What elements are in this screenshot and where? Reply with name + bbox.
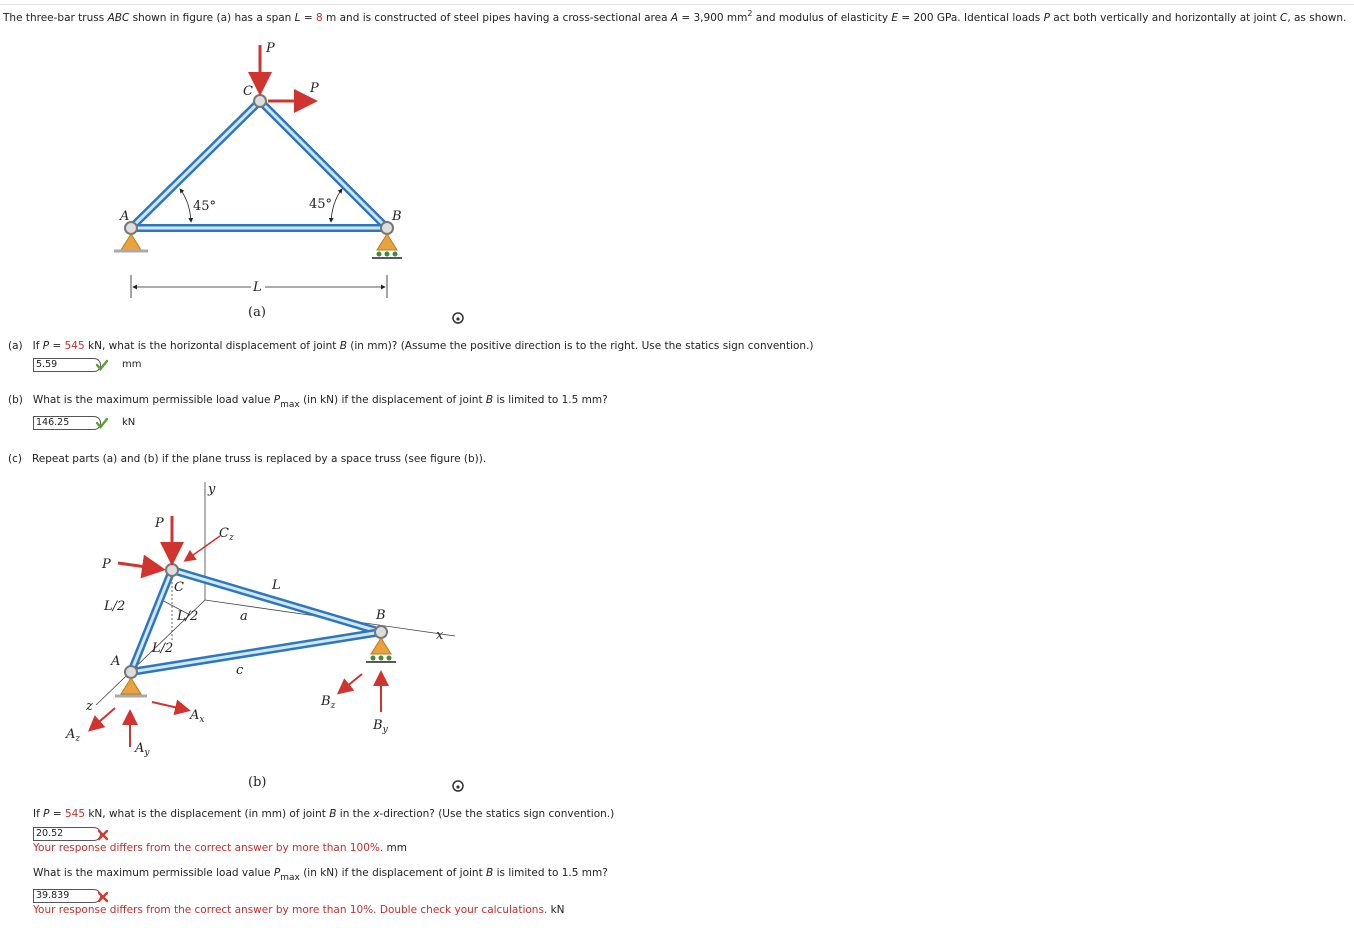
question-text: is limited to 1.5 mm? xyxy=(493,394,608,406)
label-ax: $A_x$ xyxy=(190,708,205,725)
question-text: (in mm)? (Assume the positive direction is to the right. Use the statics sign convention.) xyxy=(346,340,814,352)
question-var: B xyxy=(486,867,494,879)
answer-field-a[interactable]: 5.59 xyxy=(33,358,94,372)
question-var: B xyxy=(485,394,494,406)
question-text: (in kN) if the displacement of joint xyxy=(299,867,487,879)
unit-label-b: kN xyxy=(122,417,136,428)
figure-b-caption: (b) xyxy=(248,775,267,790)
joint-c xyxy=(254,95,266,107)
label-c-point: c xyxy=(236,663,244,678)
question-text: What is the maximum permissible load value xyxy=(32,394,274,406)
span-label: L xyxy=(253,280,262,295)
label-axis-y: y xyxy=(208,482,216,497)
reaction-ax-arrow xyxy=(152,702,187,710)
angle-label-right: 45° xyxy=(309,197,333,212)
error-message: Your response differs from the correct answer by more than 10%. Double check your calculations. xyxy=(33,904,548,916)
question-label: (a) xyxy=(8,340,23,352)
roller-wheels-icon xyxy=(372,252,402,259)
label-by: $B_y$ xyxy=(373,718,388,735)
joint-b-3d xyxy=(375,626,387,638)
intro-var: ABC xyxy=(107,12,130,24)
reaction-cz-arrow xyxy=(186,536,220,560)
label-b-3d: B xyxy=(376,608,386,623)
intro-text: The three-bar truss xyxy=(3,12,108,24)
horizontal-load-arrow-3d xyxy=(118,563,160,569)
question-var: x xyxy=(373,808,380,820)
label-l2-left: L/2 xyxy=(104,599,126,614)
x-icon xyxy=(96,828,110,842)
label-cz: $C_z$ xyxy=(219,526,234,543)
error-message: Your response differs from the correct answer by more than 100%. xyxy=(33,842,384,854)
question-c2 xyxy=(33,867,608,883)
figure-a-plane-truss xyxy=(0,30,480,330)
question-subscript: max xyxy=(280,873,300,883)
intro-exponent: 2 xyxy=(747,9,753,18)
intro-var: L xyxy=(294,12,301,24)
unit-label-c2: kN xyxy=(547,904,565,916)
question-subscript: max xyxy=(280,400,300,410)
question-text: -direction? (Use the statics sign convention.) xyxy=(379,808,615,820)
intro-var: E xyxy=(891,12,899,24)
angle-arc-right xyxy=(331,189,342,222)
question-text: = xyxy=(49,808,65,820)
roller-support-b xyxy=(377,234,397,250)
label-l2-low: L/2 xyxy=(152,641,174,656)
label-c-3d: C xyxy=(174,580,184,595)
roller-support-b-3d xyxy=(371,638,391,654)
angle-arc-left xyxy=(180,189,191,222)
answer-field-b[interactable]: 146.25 xyxy=(33,416,94,430)
reaction-bz-arrow xyxy=(340,674,362,692)
problem-statement xyxy=(3,9,1347,24)
label-l2-mid: L/2 xyxy=(177,609,199,624)
question-label: (b) xyxy=(8,394,23,406)
question-var: P xyxy=(273,394,281,406)
help-icon[interactable] xyxy=(452,780,464,792)
intro-text: = xyxy=(300,12,317,24)
intro-text: , as shown. xyxy=(1287,12,1347,24)
joint-a-3d xyxy=(125,666,137,678)
check-icon xyxy=(95,416,109,430)
intro-text: shown in figure (a) has a span xyxy=(129,12,295,24)
question-text: is limited to 1.5 mm? xyxy=(493,867,608,879)
x-icon xyxy=(96,890,110,904)
question-text: in the xyxy=(336,808,374,820)
unit-label-c1: mm xyxy=(383,842,407,854)
question-var: B xyxy=(329,808,337,820)
question-text: If xyxy=(32,340,43,352)
feedback-c2 xyxy=(33,904,565,916)
question-text: If xyxy=(33,808,44,820)
label-az: $A_z$ xyxy=(66,727,81,744)
question-text: What is the maximum permissible load value xyxy=(33,867,274,879)
question-b xyxy=(8,394,608,410)
reaction-az-arrow xyxy=(91,708,115,729)
answer-field-c2[interactable]: 39.839 xyxy=(33,889,94,903)
pin-support-a-3d xyxy=(121,678,141,694)
question-c xyxy=(8,453,486,465)
label-l-3d: L xyxy=(272,578,281,593)
roller-wheels-icon xyxy=(366,656,396,663)
span-value: 8 xyxy=(316,12,323,24)
answer-field-c1[interactable]: 20.52 xyxy=(33,827,94,841)
intro-text: = 3,900 mm xyxy=(678,12,748,24)
question-var: B xyxy=(339,340,347,352)
label-c: C xyxy=(243,84,253,99)
figure-b-space-truss xyxy=(50,475,470,795)
label-bz: $B_z$ xyxy=(321,694,336,711)
label-b: B xyxy=(392,209,402,224)
label-a-3d: A xyxy=(111,654,121,669)
question-text: = xyxy=(49,340,65,352)
intro-text: act both vertically and horizontally at joint xyxy=(1049,12,1280,24)
intro-var: P xyxy=(1043,12,1050,24)
question-text: (in kN) if the displacement of joint xyxy=(299,394,486,406)
question-text: kN, what is the displacement (in mm) of joint xyxy=(85,808,330,820)
load-value: 545 xyxy=(64,340,85,352)
question-c1 xyxy=(33,808,614,820)
figure-a-caption: (a) xyxy=(248,305,266,320)
joint-c-3d xyxy=(166,564,178,576)
label-p-horizontal-3d: P xyxy=(102,557,111,572)
top-divider xyxy=(0,4,1354,5)
question-var: P xyxy=(273,867,281,879)
label-p-vertical: P xyxy=(266,41,275,56)
label-a-point: a xyxy=(240,609,248,624)
help-icon[interactable] xyxy=(452,312,464,324)
question-text: kN, what is the horizontal displacement of joint xyxy=(84,340,340,352)
label-p-vertical-3d: P xyxy=(155,516,164,531)
question-text: Repeat parts (a) and (b) if the plane truss is replaced by a space truss (see figure (b)). xyxy=(31,453,487,465)
load-value: 545 xyxy=(64,808,86,820)
label-p-horizontal: P xyxy=(310,81,319,96)
intro-var: A xyxy=(670,12,679,24)
label-ay: $A_y$ xyxy=(135,741,150,758)
label-axis-z: z xyxy=(86,699,93,714)
label-a: A xyxy=(120,209,130,224)
intro-text: = 200 GPa. Identical loads xyxy=(898,12,1044,24)
question-label: (c) xyxy=(8,453,22,465)
pin-support-a xyxy=(121,234,141,250)
unit-label-a: mm xyxy=(122,359,142,370)
feedback-c1 xyxy=(33,842,407,854)
intro-text: and modulus of elasticity xyxy=(752,12,892,24)
question-var: P xyxy=(43,808,50,820)
check-icon xyxy=(95,358,109,372)
angle-label-left: 45° xyxy=(193,199,217,214)
question-var: P xyxy=(42,340,50,352)
question-a xyxy=(8,340,814,352)
pipe-member-ac-3d xyxy=(131,570,172,672)
intro-text: m and is constructed of steel pipes having a cross-sectional area xyxy=(322,12,671,24)
label-axis-x: x xyxy=(436,628,444,643)
intro-var: C xyxy=(1279,12,1288,24)
